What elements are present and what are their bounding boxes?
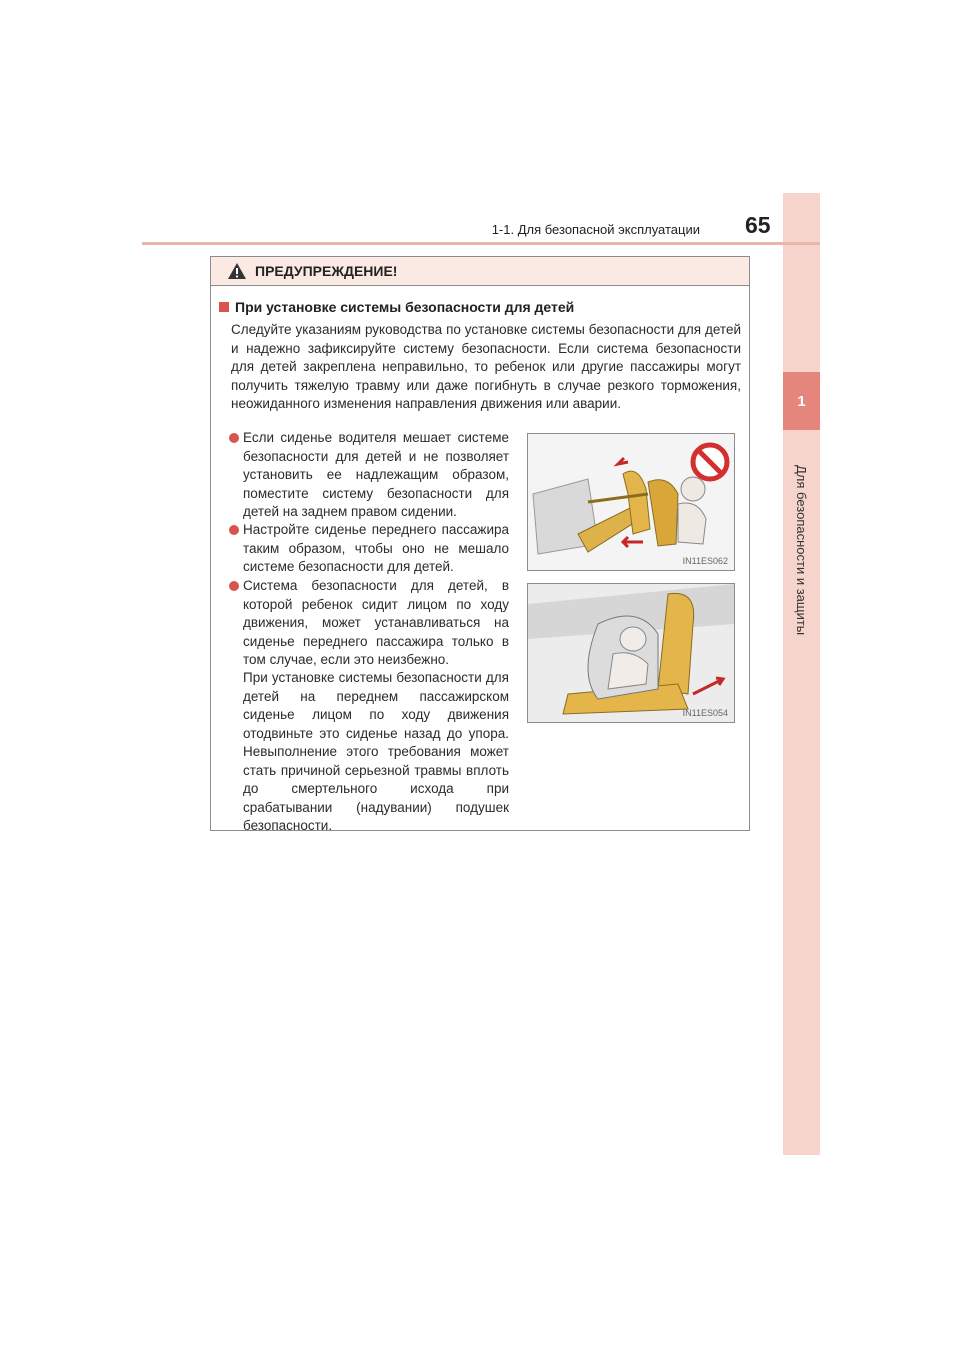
bullet-text: Система безопасности для детей, в которой ребенок сидит лицом по ходу движения, может устанавливаться на сиденье переднего пассажира только в том случае, если это неизбежно. bbox=[243, 578, 509, 667]
side-tab bbox=[783, 193, 820, 1155]
bullet-item-1 bbox=[227, 429, 509, 522]
illustration-front-seat-back bbox=[527, 583, 735, 723]
bullet-text: Если сиденье водителя мешает системе безопасности для детей и не позволяет установить ее надлежащим образом, поместите систему безопасности для детей на заднем правом сидении. bbox=[243, 430, 509, 519]
warning-header bbox=[211, 257, 749, 286]
bullet-dot-icon bbox=[229, 433, 239, 443]
chapter-label: Для безопасности и защиты bbox=[794, 464, 809, 636]
bullet-item-2 bbox=[227, 521, 509, 577]
intro-paragraph: Следуйте указаниям руководства по установке системы безопасности для детей и надежно зафиксируйте систему безопасности. Если система безопасности для детей закреплена неправильно, то ребенок или другие пассажиры могут получить тяжелую травму или даже погибнуть в случае резкого торможения, неожиданного изменения направления движения или аварии. bbox=[231, 322, 741, 411]
bullet-dot-icon bbox=[229, 525, 239, 535]
chapter-number: 1 bbox=[783, 372, 820, 430]
chapter-label-container bbox=[783, 440, 820, 660]
bullet-text: Настройте сиденье переднего пассажира таким образом, чтобы оно не мешало системе безопасности для детей. bbox=[243, 522, 509, 574]
illustration-code: IN11ES054 bbox=[682, 708, 728, 718]
warning-title: ПРЕДУПРЕЖДЕНИЕ! bbox=[255, 263, 398, 279]
illustration-code: IN11ES062 bbox=[682, 556, 728, 566]
seat-prohibited-illustration bbox=[528, 434, 734, 570]
front-seat-childseat-illustration bbox=[528, 584, 734, 722]
section-header: 1-1. Для безопасной эксплуатации bbox=[491, 222, 700, 237]
warning-box bbox=[210, 256, 750, 831]
section-heading-text: При установке системы безопасности для детей bbox=[235, 299, 575, 315]
header-rule bbox=[142, 242, 820, 245]
square-bullet-icon bbox=[219, 302, 229, 312]
illustration-driver-seat-interference bbox=[527, 433, 735, 571]
bullet-item-3 bbox=[227, 577, 509, 670]
section-heading bbox=[219, 299, 574, 315]
note-paragraph: При установке системы безопасности для детей на переднем пассажирском сиденье лицом по ходу движения отодвиньте это сиденье назад до упора. Невыполнение этого требования может стать причиной серьезной травмы вплоть до смертельного исхода при срабатывании (надувании) подушек безопасности. bbox=[243, 670, 509, 833]
page-number: 65 bbox=[745, 212, 771, 238]
warning-triangle-icon bbox=[227, 262, 247, 280]
bullet-dot-icon bbox=[229, 581, 239, 591]
